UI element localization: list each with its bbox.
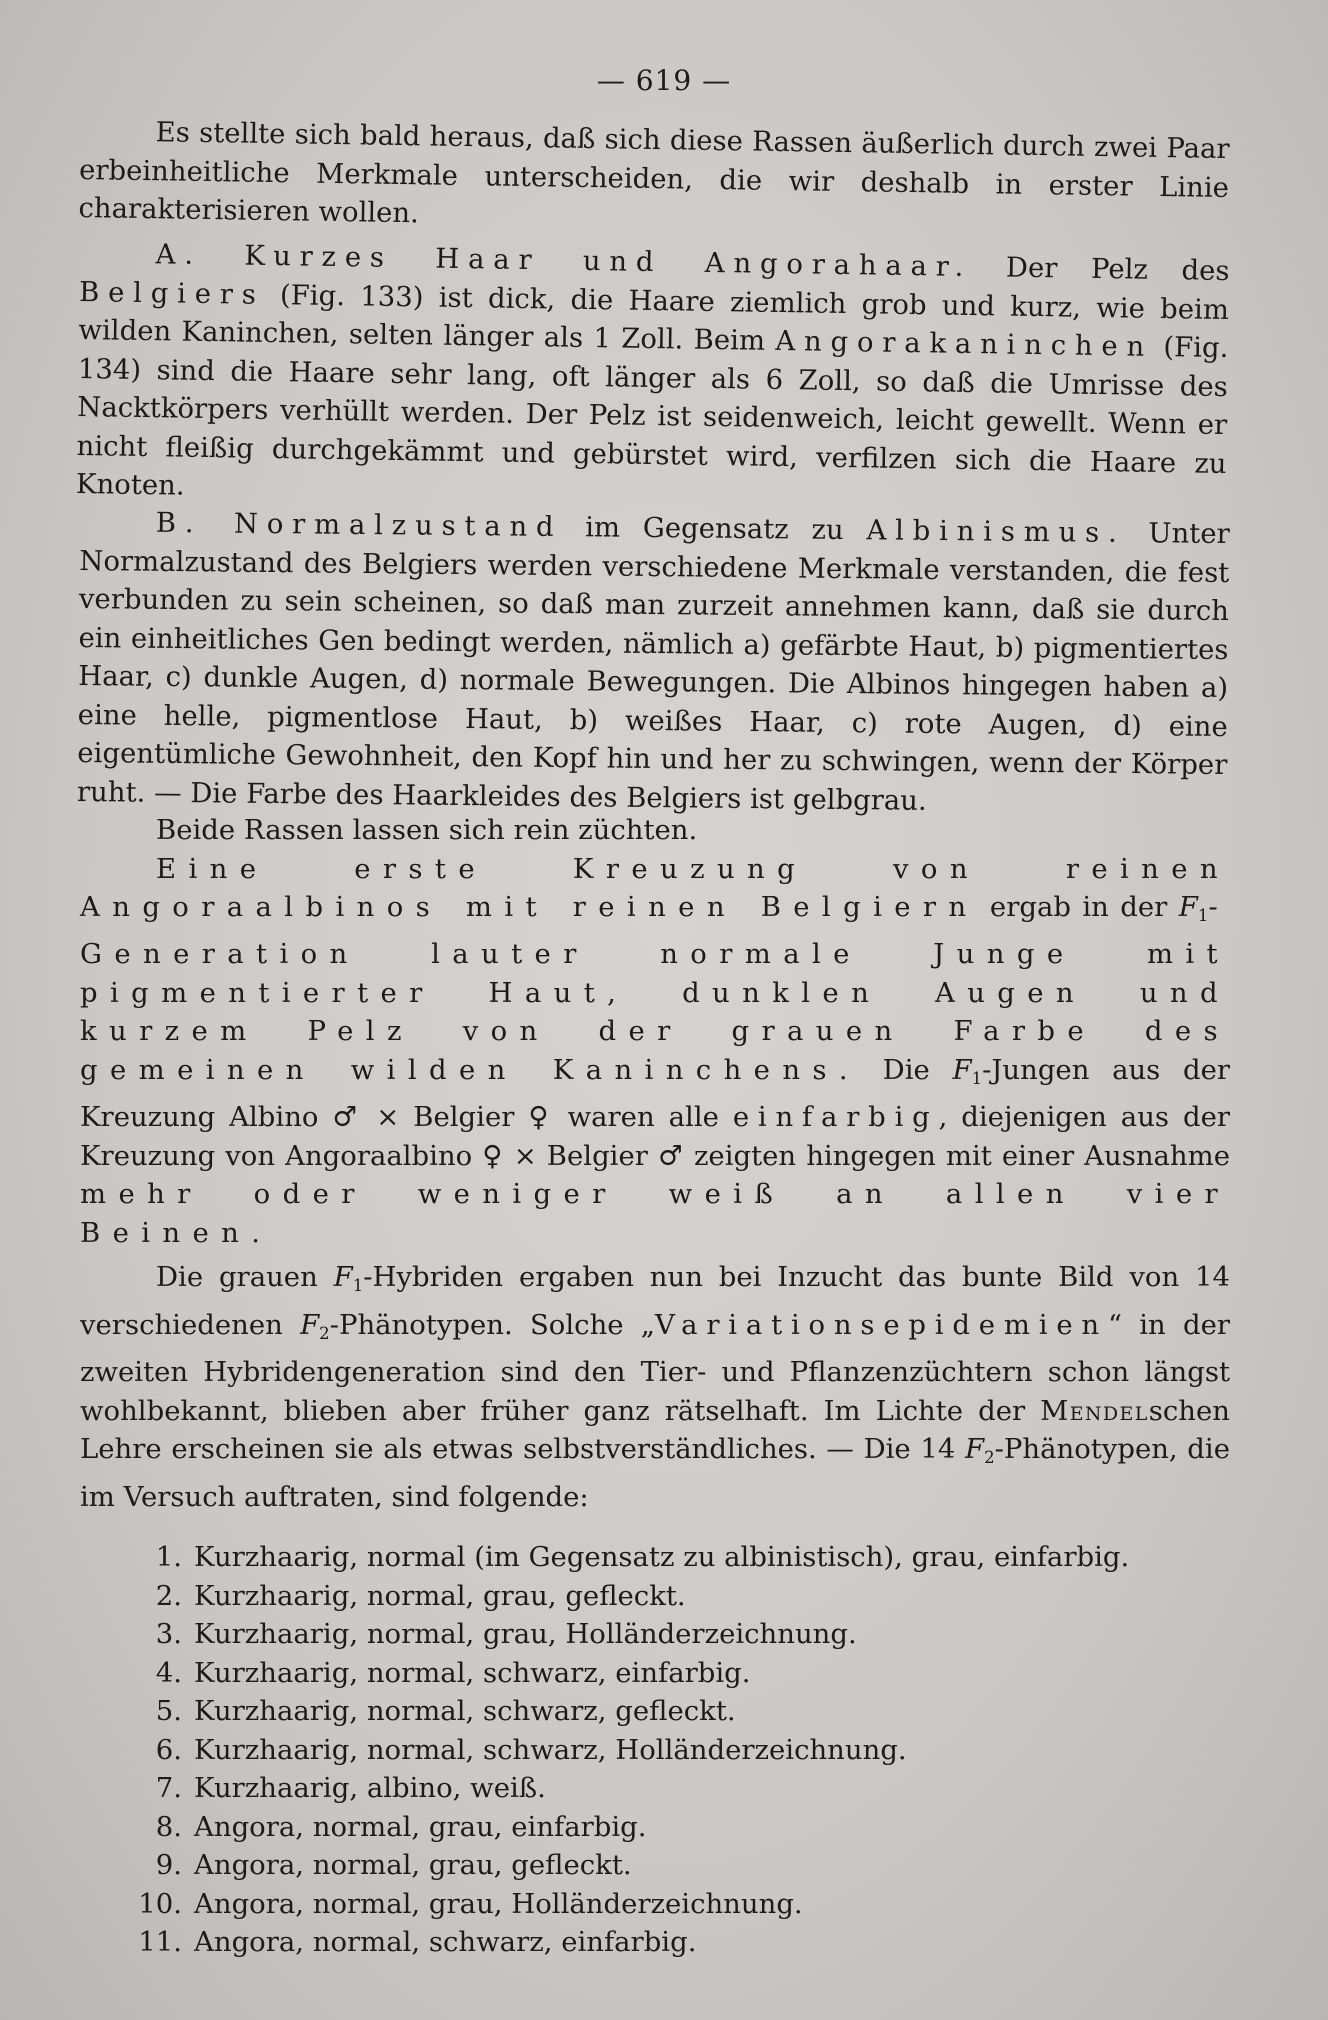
list-text: Kurzhaarig, normal, schwarz, gefleckt. — [194, 1695, 736, 1728]
paragraph-intro: Es stellte sich bald heraus, daß sich diese Rassen äußerlich durch zwei Paar erbeinheitliche Merkmale unterscheiden, die wir deshalb in erster Linie charakterisieren wollen. — [78, 116, 1230, 230]
paragraph-cross — [80, 850, 1230, 1253]
body-text — [75, 112, 1230, 1962]
list-text: Angora, normal, grau, einfarbig. — [194, 1810, 647, 1843]
list-number: 7. — [155, 1772, 182, 1805]
text-run: -Phänotypen, die im Versuch auftraten, sind folgende: — [80, 1433, 1230, 1513]
f-subscript: 1 — [971, 1068, 983, 1088]
list-number: 3. — [155, 1618, 182, 1651]
emphasis-albinismus: Albinismus. — [866, 514, 1126, 549]
text-run: , diejenigen aus der Kreuzung von Angoraalbino ♀ × Belgier ♂ zeigten hingegen mit einer Ausnahme — [80, 1101, 1230, 1172]
f-symbol: F — [1178, 891, 1198, 923]
section-heading-a: A. Kurzes Haar und Angorahaar. — [155, 237, 973, 283]
text-run: -Jungen aus der Kreuzung Albino ♂ × Belgier ♀ waren alle — [80, 1053, 1230, 1134]
list-number: 5. — [155, 1695, 182, 1728]
paragraph-hair — [76, 234, 1230, 522]
emphasis-belgier: Belgiers — [78, 274, 265, 310]
list-item — [80, 1885, 1230, 1924]
list-text: Kurzhaarig, normal, grau, Holländerzeichnung. — [194, 1618, 857, 1651]
emphasis-cross: Eine erste Kreuzung von reinen Angoraalbinos mit reinen Belgiern — [80, 852, 1230, 923]
f-symbol: F — [300, 1308, 320, 1341]
text-run: im Gegensatz zu — [562, 511, 867, 547]
list-number: 8. — [155, 1810, 182, 1843]
list-number: 6. — [155, 1733, 182, 1766]
list-item — [80, 1615, 1230, 1654]
text-run: -Hybriden ergaben nun bei Inzucht das bunte Bild von 14 verschiedenen — [80, 1261, 1230, 1341]
text-run: -Phänotypen. Solche „ — [329, 1308, 656, 1341]
list-text: Kurzhaarig, normal, schwarz, Holländerzeichnung. — [194, 1733, 907, 1766]
emphasis-result: -Generation lauter normale Junge mit pigmentierter Haut, dunklen Augen und kurzem Pelz von der grauen Farbe des gemeinen wilden Kaninchens. — [80, 891, 1230, 1086]
list-text: Kurzhaarig, albino, weiß. — [194, 1772, 546, 1805]
emphasis-legs: mehr oder weniger weiß an allen vier Beinen. — [80, 1178, 1230, 1249]
list-text: Kurzhaarig, normal, schwarz, einfarbig. — [194, 1656, 751, 1689]
text-run: Unter Normalzustand des Belgiers werden verschiedene Merkmale verstanden, die fest verbunden zu sein scheinen, so daß man zurzeit annehmen kann, daß sie durch ein einheitliches Gen bedingt werden, nämlich a) gefärbte Haut, b) pigmentiertes Haar, c) dunkle Augen, d) normale Bewegungen. Die Albinos hingegen haben a) eine helle, pigmentlose Haut, b) weißes Haar, c) rote Augen, d) eine eigentümliche Gewohnheit, den Kopf hin und her zu schwingen, wenn der Körper ruht. — Die Farbe des Haarkleides des Belgiers ist gelbgrau. — [76, 516, 1230, 817]
f-subscript: 1 — [352, 1276, 364, 1296]
list-item — [80, 1923, 1230, 1962]
list-item — [80, 1808, 1230, 1847]
text-run: Die grauen — [156, 1261, 334, 1294]
f-subscript: 2 — [319, 1323, 330, 1343]
list-text: Kurzhaarig, normal (im Gegensatz zu albinistisch), grau, einfarbig. — [194, 1541, 1130, 1574]
phenotype-list — [80, 1538, 1230, 1962]
f-symbol: F — [952, 1053, 972, 1086]
paragraph-hybrids — [80, 1258, 1230, 1516]
list-item — [80, 1731, 1230, 1770]
list-text: Angora, normal, schwarz, einfarbig. — [194, 1926, 697, 1959]
text-run: (Fig. 133) ist dick, die Haare ziemlich grob und kurz, wie beim wilden Kaninchen, selten länger als 1 Zoll. Beim — [78, 277, 1230, 357]
text-run: Der Pelz des — [971, 250, 1230, 287]
list-number: 2. — [155, 1579, 182, 1612]
list-number: 1. — [155, 1541, 182, 1574]
list-item — [80, 1538, 1230, 1577]
paragraph-pure: Beide Rassen lassen sich rein züchten. — [156, 814, 698, 846]
f-symbol: F — [333, 1261, 353, 1294]
f-symbol: F — [964, 1433, 985, 1466]
list-item — [80, 1846, 1230, 1885]
mendel-name: Mendel — [1040, 1394, 1149, 1427]
text-run: “ in der zweiten Hybridengeneration sind den Tier- und Pflanzenzüchtern schon längst wohlbekannt, blieben aber früher ganz rätselhaft. Im Lichte der — [80, 1308, 1230, 1427]
list-item — [80, 1654, 1230, 1693]
list-text: Angora, normal, grau, Holländerzeichnung. — [194, 1887, 803, 1920]
emphasis-variation: Variationsepidemien — [655, 1308, 1108, 1341]
list-number: 9. — [155, 1849, 182, 1882]
list-text: Kurzhaarig, normal, grau, gefleckt. — [194, 1579, 686, 1612]
section-heading-b: B. Normalzustand — [155, 506, 563, 544]
emphasis-angora: Angorakaninchen — [775, 324, 1154, 363]
list-item — [80, 1769, 1230, 1808]
list-number: 11. — [138, 1926, 182, 1959]
list-item — [80, 1692, 1230, 1731]
text-run: schen Lehre erscheinen sie als etwas selbstverständliches. — Die 14 — [80, 1394, 1230, 1466]
list-number: 4. — [155, 1656, 182, 1689]
text-run: ergab in der — [978, 891, 1179, 923]
emphasis-einfarbig: einfarbig — [732, 1101, 939, 1134]
list-item — [80, 1577, 1230, 1616]
page-number: — 619 — — [596, 64, 732, 97]
paragraph-normal — [77, 503, 1230, 823]
f-subscript: 1 — [1197, 905, 1209, 925]
list-number: 10. — [138, 1887, 182, 1920]
text-run: Die — [860, 1053, 953, 1086]
text-run: (Fig. 134) sind die Haare sehr lang, oft länger als 6 Zoll, so daß die Umrisse des Nacktkörpers verhüllt werden. Der Pelz ist seidenweich, leicht gewellt. Wenn er nicht fleißig durchgekämmt und gebürstet wird, verfilzen sich die Haare zu Knoten. — [75, 330, 1229, 502]
f-subscript: 2 — [984, 1448, 995, 1468]
list-text: Angora, normal, grau, gefleckt. — [194, 1849, 632, 1882]
